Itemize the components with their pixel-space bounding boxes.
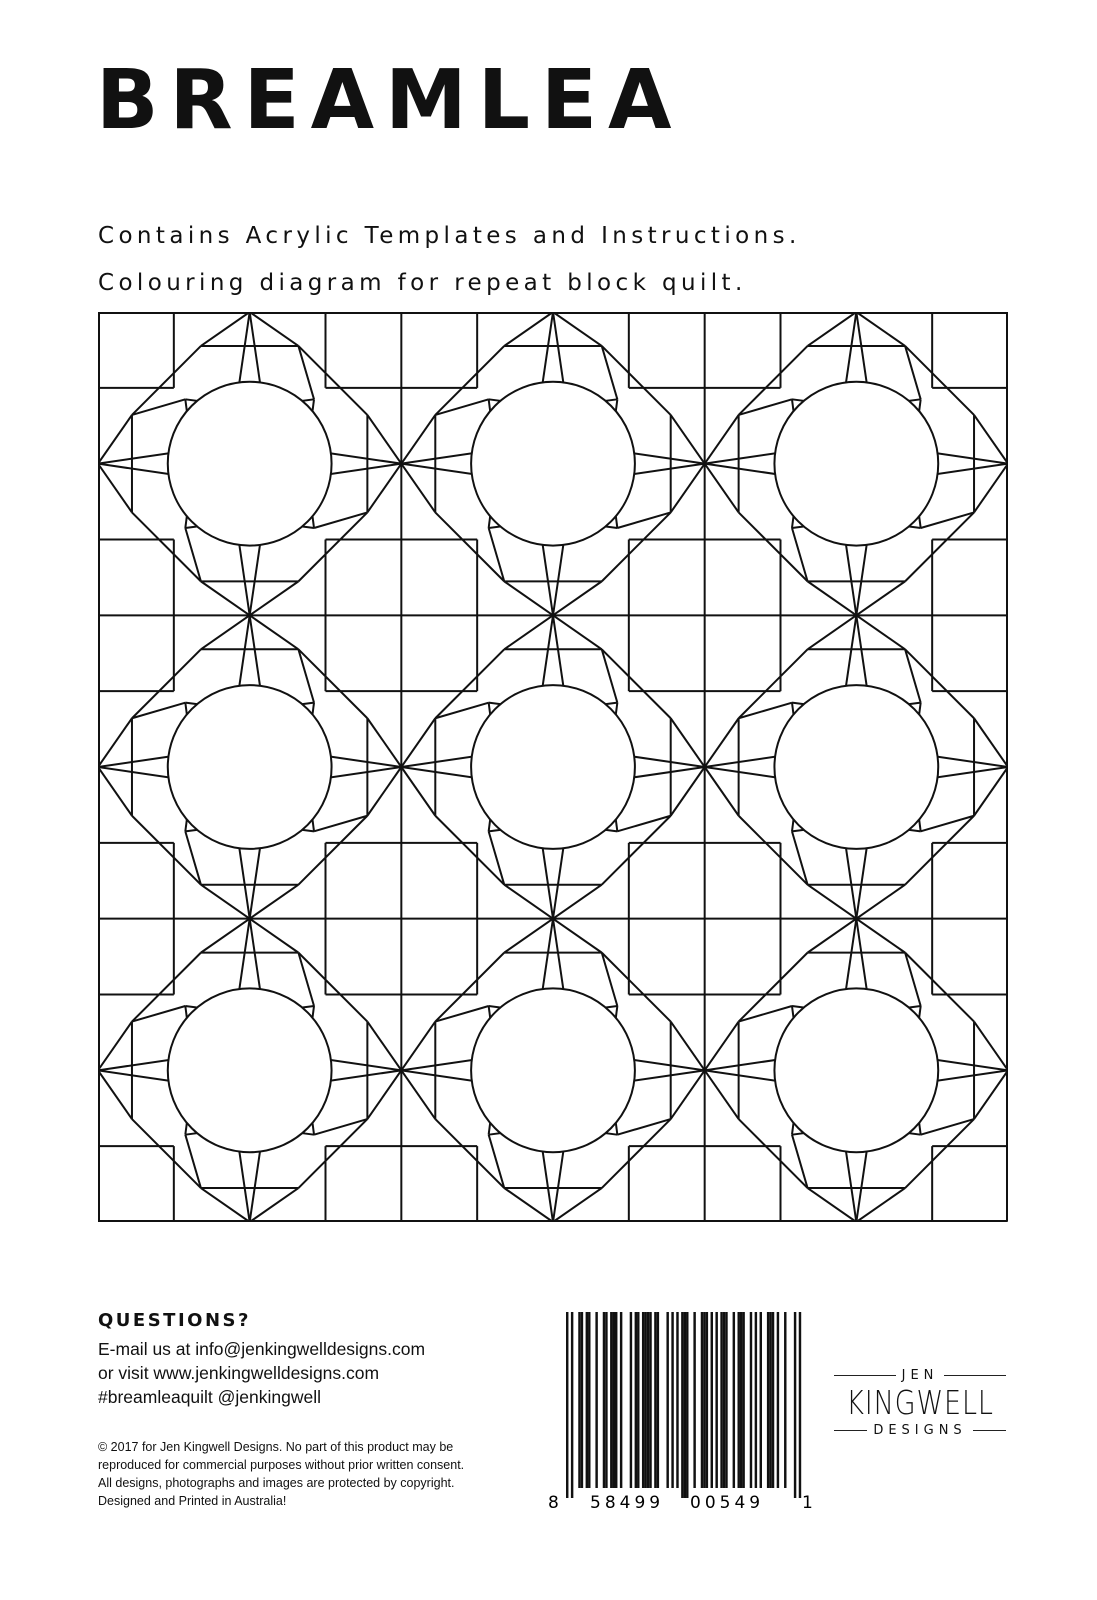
barcode-bar xyxy=(644,1312,646,1488)
barcode-bar xyxy=(684,1312,686,1498)
subtitle-diagram: Colouring diagram for repeat block quilt. xyxy=(98,270,747,296)
barcode-bar xyxy=(784,1312,786,1488)
barcode-bar xyxy=(630,1312,632,1488)
copyright-line: Designed and Printed in Australia! xyxy=(98,1494,287,1508)
barcode-bar xyxy=(635,1312,637,1488)
barcode-bar xyxy=(581,1312,583,1488)
copyright-line: © 2017 for Jen Kingwell Designs. No part of this product may be xyxy=(98,1440,454,1454)
questions-heading: QUESTIONS? xyxy=(98,1310,251,1331)
barcode-bar xyxy=(725,1312,727,1488)
barcode-bar xyxy=(578,1312,580,1488)
barcode-bar xyxy=(703,1312,705,1488)
barcode-bar xyxy=(742,1312,744,1488)
barcode-bar xyxy=(706,1312,708,1488)
contact-email: E-mail us at info@jenkingwelldesigns.com xyxy=(98,1339,426,1359)
barcode-bar xyxy=(595,1312,597,1488)
barcode-bar xyxy=(693,1312,695,1488)
barcode-bar xyxy=(733,1312,735,1488)
barcode xyxy=(540,1312,820,1512)
barcode-bar xyxy=(620,1312,622,1488)
logo-designs: DESIGNS xyxy=(828,1423,1012,1438)
barcode-digits-group-1: 58499 xyxy=(590,1493,665,1512)
barcode-bar xyxy=(649,1312,651,1488)
logo-kingwell: KINGWELL xyxy=(846,1383,994,1422)
barcode-bar xyxy=(671,1312,673,1488)
barcode-bar xyxy=(586,1312,588,1488)
barcode-digit-right: 1 xyxy=(802,1493,813,1512)
barcode-bar xyxy=(637,1312,639,1488)
barcode-digit-left: 8 xyxy=(548,1493,559,1512)
barcode-bar xyxy=(755,1312,757,1488)
barcode-bar xyxy=(723,1312,725,1488)
barcode-digits-group-2: 00549 xyxy=(690,1493,765,1512)
barcode-bar xyxy=(613,1312,615,1488)
barcode-bar xyxy=(605,1312,607,1488)
questions-section xyxy=(98,1310,425,1409)
barcode-bar xyxy=(701,1312,703,1488)
barcode-bar xyxy=(715,1312,717,1488)
barcode-bar xyxy=(681,1312,683,1498)
barcode-bar xyxy=(603,1312,605,1488)
barcode-bar xyxy=(738,1312,740,1488)
quilt-colouring-diagram xyxy=(98,312,1008,1222)
barcode-bars xyxy=(566,1312,801,1498)
barcode-bar xyxy=(772,1312,774,1488)
logo-jen: JEN xyxy=(828,1368,1012,1383)
jen-kingwell-designs-logo xyxy=(828,1368,1012,1438)
barcode-bar xyxy=(571,1312,573,1498)
copyright-notice xyxy=(98,1438,528,1510)
barcode-bar xyxy=(657,1312,659,1488)
pattern-title: BREAMLEA xyxy=(96,53,683,148)
barcode-bar xyxy=(654,1312,656,1488)
barcode-bar xyxy=(794,1312,796,1498)
barcode-bar xyxy=(566,1312,568,1498)
barcode-bar xyxy=(777,1312,779,1488)
barcode-bar xyxy=(666,1312,668,1488)
barcode-bar xyxy=(647,1312,649,1488)
barcode-bar xyxy=(610,1312,612,1488)
copyright-line: reproduced for commercial purposes without prior written consent. xyxy=(98,1458,465,1472)
barcode-bar xyxy=(686,1312,688,1498)
social-tags: #breamleaquilt @jenkingwell xyxy=(98,1387,322,1407)
barcode-bar xyxy=(740,1312,742,1488)
barcode-bar xyxy=(769,1312,771,1488)
barcode-bar xyxy=(750,1312,752,1488)
copyright-line: All designs, photographs and images are protected by copyright. xyxy=(98,1476,455,1490)
barcode-bar xyxy=(720,1312,722,1488)
barcode-bar xyxy=(642,1312,644,1488)
barcode-bar xyxy=(760,1312,762,1488)
barcode-bar xyxy=(799,1312,801,1498)
barcode-bar xyxy=(711,1312,713,1488)
barcode-bar xyxy=(588,1312,590,1488)
barcode-bar xyxy=(615,1312,617,1488)
barcode-bar xyxy=(767,1312,769,1488)
contact-website: or visit www.jenkingwelldesigns.com xyxy=(98,1363,380,1383)
barcode-bar xyxy=(676,1312,678,1488)
subtitle-contents: Contains Acrylic Templates and Instructions. xyxy=(98,223,801,249)
